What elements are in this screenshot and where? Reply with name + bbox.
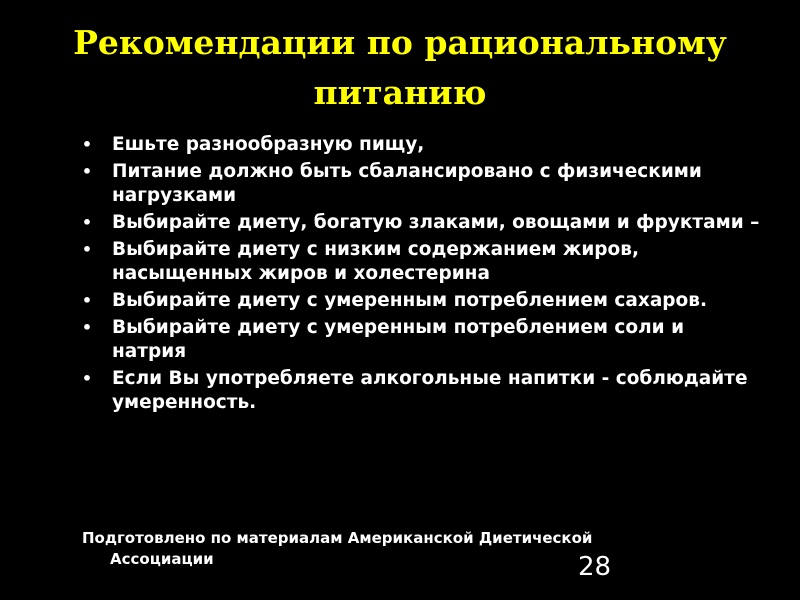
list-item-text: Выбирайте диету с умеренным потреблением соли и натрия xyxy=(112,317,685,362)
bullet-icon: • xyxy=(81,369,93,388)
list-item xyxy=(80,367,760,415)
list-item-text: Выбирайте диету с умеренным потреблением сахаров. xyxy=(112,290,707,311)
source-note xyxy=(82,528,722,570)
source-line-2: Ассоциации xyxy=(110,550,214,568)
list-item-text: Питание должно быть сбалансировано с физическими нагрузками xyxy=(112,161,702,206)
bullet-list xyxy=(80,133,760,418)
list-item xyxy=(80,289,760,313)
bullet-icon: • xyxy=(81,213,93,232)
list-item-text: Если Вы употребляете алкогольные напитки - соблюдайте умеренность. xyxy=(112,368,748,413)
list-item xyxy=(80,238,760,286)
bullet-icon: • xyxy=(81,162,93,181)
list-item xyxy=(80,211,760,235)
bullet-icon: • xyxy=(81,240,93,259)
slide-title: Рекомендации по рациональному питанию xyxy=(73,23,727,112)
list-item-text: Выбирайте диету с низким содержанием жиров, насыщенных жиров и холестерина xyxy=(112,239,639,284)
list-item xyxy=(80,316,760,364)
bullet-icon: • xyxy=(81,318,93,337)
list-item-text: Ешьте разнообразную пищу, xyxy=(112,134,425,155)
list-item-text: Выбирайте диету, богатую злаками, овощами и фруктами – xyxy=(112,212,760,233)
list-item xyxy=(80,133,760,157)
source-line-1: Подготовлено по материалам Американской Диетической xyxy=(82,529,593,547)
list-item xyxy=(80,160,760,208)
bullet-icon: • xyxy=(81,291,93,310)
bullet-icon: • xyxy=(81,135,93,154)
page-number: 28 xyxy=(578,552,612,582)
